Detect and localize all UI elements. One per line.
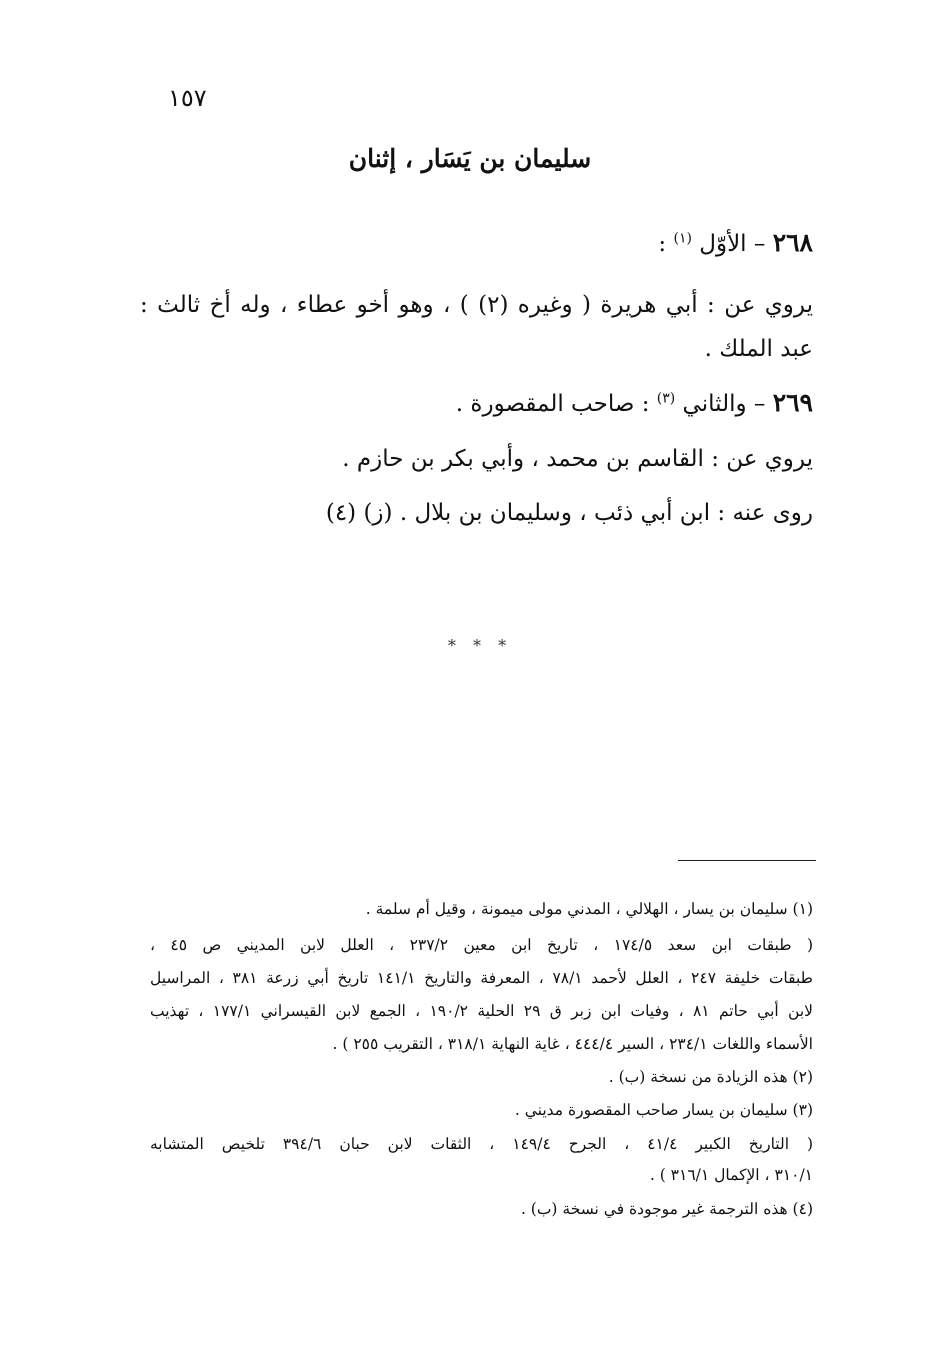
entry-heading-tail: : bbox=[658, 231, 667, 257]
entry-heading: – والثاني bbox=[682, 391, 766, 417]
entry-269-line-1: يروي عن : القاسم بن محمد ، وأبي بكر بن حازم . bbox=[342, 446, 813, 472]
entry-269-heading bbox=[456, 388, 813, 417]
section-separator: * * * bbox=[447, 636, 513, 655]
footnote-ref: (٣) bbox=[656, 390, 676, 407]
page-number: ١٥٧ bbox=[168, 84, 207, 112]
entry-268-line-2: عبد الملك . bbox=[704, 336, 813, 362]
footnote-3: (٣) سليمان بن يسار صاحب المقصورة مديني . bbox=[514, 1101, 813, 1119]
footnote-3-sources-line-2: ٣١٠/١ ، الإكمال ٣١٦/١ ) . bbox=[649, 1166, 813, 1184]
entry-heading-tail: : صاحب المقصورة . bbox=[455, 391, 650, 417]
entry-268-heading bbox=[658, 228, 813, 257]
entry-number: ٢٦٩ bbox=[772, 388, 813, 417]
footnote-ref: (١) bbox=[673, 230, 692, 247]
footnote-1: (١) سليمان بن يسار ، الهلالي ، المدني مولى ميمونة ، وقيل أم سلمة . bbox=[365, 900, 813, 918]
page-title: سليمان بن يَسَار ، إثنان bbox=[348, 144, 592, 173]
footnote-4: (٤) هذه الترجمة غير موجودة في نسخة (ب) . bbox=[520, 1200, 813, 1218]
entry-heading: – الأوّل bbox=[699, 231, 766, 257]
footnote-divider bbox=[678, 860, 816, 861]
footnote-1-sources-line-4: الأسماء واللغات ٢٣٤/١ ، السير ٤٤٤/٤ ، غاية النهاية ٣١٨/١ ، التقريب ٢٥٥ ) . bbox=[332, 1035, 813, 1053]
entry-269-line-2: روى عنه : ابن أبي ذئب ، وسليمان بن بلال . (ز) (٤) bbox=[325, 500, 813, 526]
footnote-1-sources-line-3: لابن أبي حاتم ٨١ ، وفيات ابن زبر ق ٢٩ الحلية ١٩٠/٢ ، الجمع لابن القيسراني ١٧٧/١ ، تهذيب bbox=[150, 1002, 813, 1020]
footnote-1-sources-line-2: طبقات خليفة ٢٤٧ ، العلل لأحمد ٧٨/١ ، المعرفة والتاريخ ١٤١/١ تاريخ أبي زرعة ٣٨١ ، المراسيل bbox=[150, 969, 813, 987]
footnote-2: (٢) هذه الزيادة من نسخة (ب) . bbox=[608, 1068, 813, 1086]
entry-268-line-1: يروي عن : أبي هريرة ( وغيره (٢) ) ، وهو أخو عطاء ، وله أخ ثالث : bbox=[140, 292, 814, 318]
footnote-1-sources-line-1: ( طبقات ابن سعد ١٧٤/٥ ، تاريخ ابن معين ٢٣٧/٢ ، العلل لابن المديني ص ٤٥ ، bbox=[150, 936, 814, 954]
entry-number: ٢٦٨ bbox=[772, 228, 813, 257]
footnote-3-sources-line-1: ( التاريخ الكبير ٤١/٤ ، الجرح ١٤٩/٤ ، الثقات لابن حبان ٣٩٤/٦ تلخيص المتشابه bbox=[150, 1135, 813, 1153]
